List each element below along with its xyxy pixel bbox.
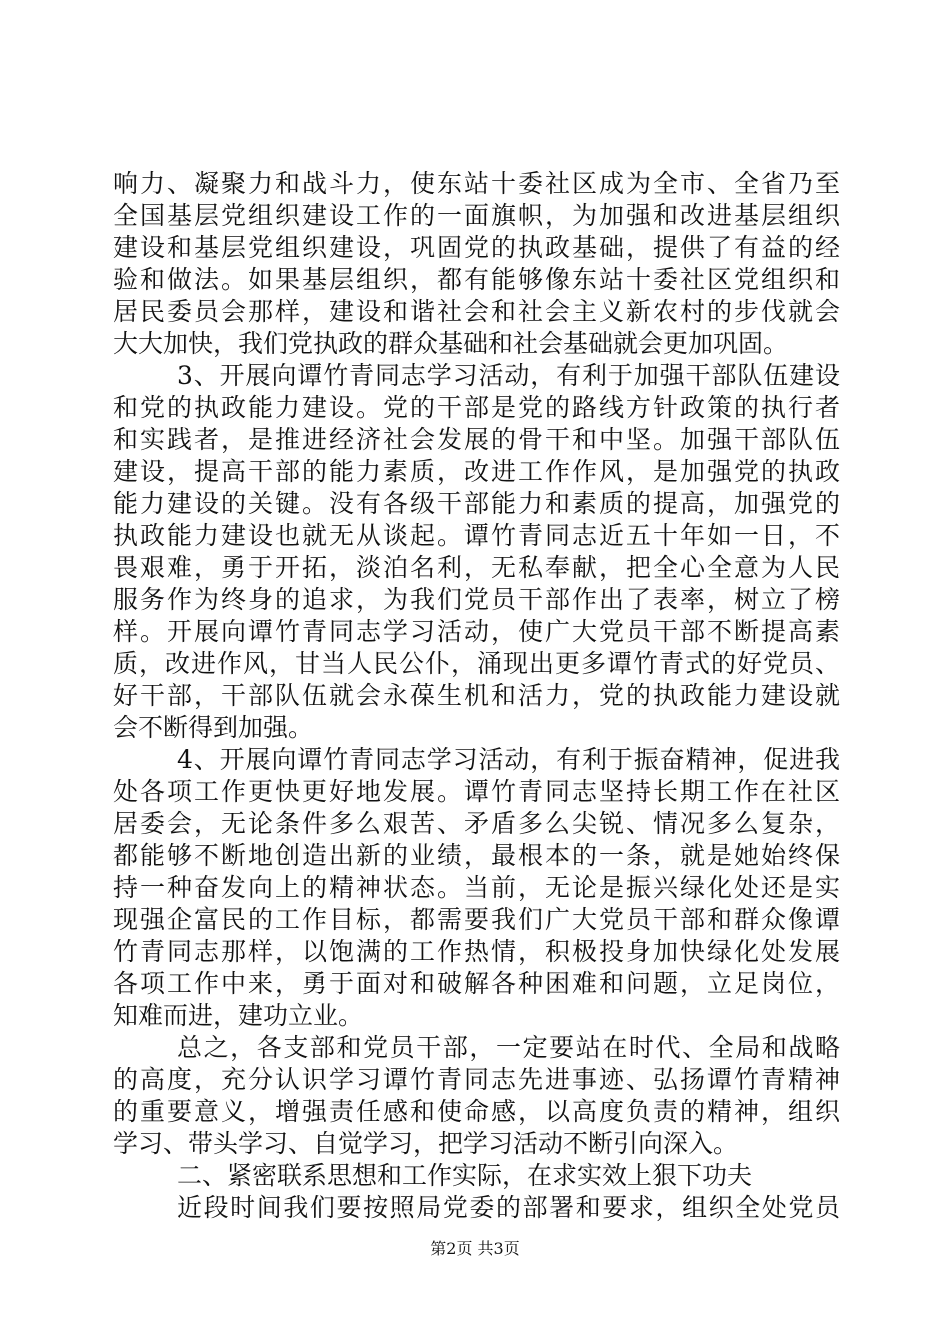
- paragraph-start-line: 3、开展向谭竹青同志学习活动，有利于加强干部队伍建设: [177, 361, 840, 390]
- text-line: 和党的执政能力建设。党的干部是党的路线方针政策的执行者: [113, 393, 840, 422]
- text-line: 学习、带头学习、自觉学习，把学习活动不断引向深入。: [113, 1129, 739, 1158]
- section-heading: 二、紧密联系思想和工作实际，在求实效上狠下功夫: [177, 1161, 753, 1190]
- text-line: 竹青同志那样，以饱满的工作热情，积极投身加快绿化处发展: [113, 937, 840, 966]
- text-line: 全国基层党组织建设工作的一面旗帜，为加强和改进基层组织: [113, 201, 840, 230]
- text-line: 各项工作中来，勇于面对和破解各种困难和问题，立足岗位，: [113, 969, 840, 998]
- text-line: 居委会，无论条件多么艰苦、矛盾多么尖锐、情况多么复杂，: [113, 809, 840, 838]
- paragraph-start-line: 总之，各支部和党员干部，一定要站在时代、全局和战略: [177, 1033, 840, 1062]
- text-line: 持一种奋发向上的精神状态。当前，无论是振兴绿化处还是实: [113, 873, 840, 902]
- text-line: 执政能力建设也就无从谈起。谭竹青同志近五十年如一日，不: [113, 521, 840, 550]
- text-line: 样。开展向谭竹青同志学习活动，使广大党员干部不断提高素: [113, 617, 840, 646]
- text-line: 建设和基层党组织建设，巩固党的执政基础，提供了有益的经: [113, 233, 840, 262]
- text-line: 好干部，干部队伍就会永葆生机和活力，党的执政能力建设就: [113, 681, 840, 710]
- text-line: 建设，提高干部的能力素质，改进工作作风，是加强党的执政: [113, 457, 840, 486]
- text-line: 服务作为终身的追求，为我们党员干部作出了表率，树立了榜: [113, 585, 840, 614]
- text-line: 居民委员会那样，建设和谐社会和社会主义新农村的步伐就会: [113, 297, 840, 326]
- paragraph-start-line: 近段时间我们要按照局党委的部署和要求，组织全处党员: [177, 1193, 840, 1222]
- paragraph-start-line: 4、开展向谭竹青同志学习活动，有利于振奋精神，促进我: [177, 745, 840, 774]
- text-line: 的重要意义，增强责任感和使命感，以高度负责的精神，组织: [113, 1097, 840, 1126]
- text-line: 都能够不断地创造出新的业绩，最根本的一条，就是她始终保: [113, 841, 840, 870]
- text-line: 大大加快，我们党执政的群众基础和社会基础就会更加巩固。: [113, 329, 789, 358]
- text-line: 和实践者，是推进经济社会发展的骨干和中坚。加强干部队伍: [113, 425, 840, 454]
- text-line: 现强企富民的工作目标，都需要我们广大党员干部和群众像谭: [113, 905, 840, 934]
- document-body: [113, 168, 840, 1224]
- text-line: 处各项工作更快更好地发展。谭竹青同志坚持长期工作在社区: [113, 777, 840, 806]
- text-line: 验和做法。如果基层组织，都有能够像东站十委社区党组织和: [113, 265, 840, 294]
- text-line: 的高度，充分认识学习谭竹青同志先进事迹、弘扬谭竹青精神: [113, 1065, 840, 1094]
- page-number-footer: 第2页 共3页: [430, 1239, 520, 1258]
- text-line: 质，改进作风，甘当人民公仆，涌现出更多谭竹青式的好党员、: [113, 649, 840, 678]
- text-line: 畏艰难，勇于开拓，淡泊名利，无私奉献，把全心全意为人民: [113, 553, 840, 582]
- text-line: 能力建设的关键。没有各级干部能力和素质的提高，加强党的: [113, 489, 840, 518]
- text-line: 响力、凝聚力和战斗力，使东站十委社区成为全市、全省乃至: [113, 169, 840, 198]
- text-line: 会不断得到加强。: [113, 713, 314, 742]
- text-line: 知难而进，建功立业。: [113, 1001, 364, 1030]
